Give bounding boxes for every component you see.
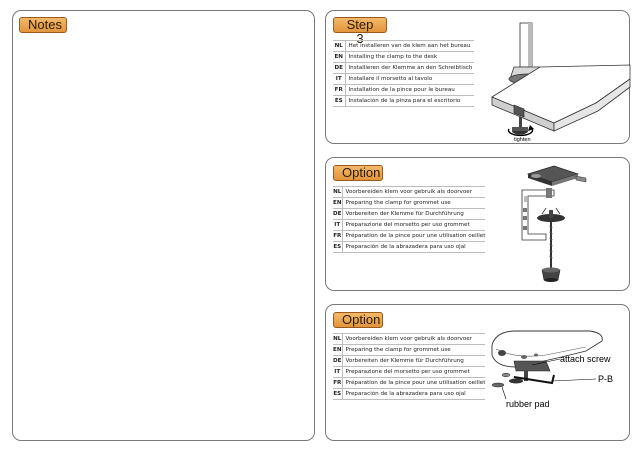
desk-clamp-install-figure	[484, 21, 630, 145]
language-row	[333, 41, 474, 52]
language-row	[333, 231, 485, 242]
language-text: Voorbereiden klem voor gebruik als doorvoer	[342, 187, 485, 198]
language-row	[333, 220, 485, 231]
language-row	[333, 367, 485, 378]
language-text: Preparación de la abrazadera para uso ojal	[342, 242, 485, 253]
option2-title: Option	[333, 312, 383, 328]
language-code: EN	[333, 198, 342, 209]
language-code: ES	[333, 96, 345, 107]
language-code: FR	[333, 231, 342, 242]
pb-label: P-B	[598, 374, 614, 384]
grommet-prep-figure	[516, 162, 626, 290]
option1-panel	[325, 157, 630, 291]
language-row	[333, 345, 485, 356]
rubber-pad-figure	[486, 325, 631, 435]
notes-title: Notes	[19, 17, 67, 33]
step3-language-table	[333, 40, 474, 107]
option2-panel	[325, 304, 630, 441]
language-text: Installare il morsetto al tavolo	[345, 74, 474, 85]
tighten-label: tighten	[514, 137, 531, 143]
language-text: Préparation de la pince pour une utilisation oeillet	[342, 378, 485, 389]
language-row	[333, 198, 485, 209]
rubber-pad-label: rubber pad	[506, 399, 550, 409]
language-text: Het installeren van de klem aan het bureau	[345, 41, 474, 52]
language-row	[333, 389, 485, 400]
language-code: NL	[333, 187, 342, 198]
language-text: Voorbereiden klem voor gebruik als doorvoer	[342, 334, 485, 345]
language-row	[333, 334, 485, 345]
language-code: EN	[333, 345, 342, 356]
language-code: DE	[333, 356, 342, 367]
language-code: NL	[333, 41, 345, 52]
language-text: Vorbereiten der Klemme für Durchführung	[342, 209, 485, 220]
notes-panel	[12, 10, 315, 441]
language-text: Installieren der Klemme an den Schreibtisch	[345, 63, 474, 74]
language-code: IT	[333, 74, 345, 85]
language-text: Preparing the clamp for grommet use	[342, 345, 485, 356]
language-code: DE	[333, 63, 345, 74]
language-code: FR	[333, 378, 342, 389]
attach-screw-label: attach screw	[560, 354, 611, 364]
language-code: IT	[333, 367, 342, 378]
language-code: ES	[333, 242, 342, 253]
language-text: Préparation de la pince pour une utilisation oeillet	[342, 231, 485, 242]
language-code: ES	[333, 389, 342, 400]
option1-title: Option	[333, 165, 383, 181]
language-code: DE	[333, 209, 342, 220]
language-row	[333, 63, 474, 74]
language-row	[333, 209, 485, 220]
language-code: NL	[333, 334, 342, 345]
option2-language-table	[333, 333, 485, 400]
language-text: Preparación de la abrazadera para uso ojal	[342, 389, 485, 400]
language-text: Installing the clamp to the desk	[345, 52, 474, 63]
language-text: Preparazione del morsetto per uso grommet	[342, 220, 485, 231]
language-row	[333, 187, 485, 198]
language-text: Vorbereiten der Klemme für Durchführung	[342, 356, 485, 367]
language-row	[333, 96, 474, 107]
step3-panel	[325, 10, 630, 144]
language-row	[333, 74, 474, 85]
language-text: Instalación de la pinza para el escritorio	[345, 96, 474, 107]
language-text: Preparazione del morsetto per uso grommet	[342, 367, 485, 378]
option1-language-table	[333, 186, 485, 253]
language-row	[333, 52, 474, 63]
language-text: Preparing the clamp for grommet use	[342, 198, 485, 209]
step3-title: Step 3	[333, 17, 387, 33]
language-row	[333, 356, 485, 367]
language-row	[333, 85, 474, 96]
language-code: FR	[333, 85, 345, 96]
language-row	[333, 242, 485, 253]
language-code: IT	[333, 220, 342, 231]
language-text: Installation de la pince pour le bureau	[345, 85, 474, 96]
language-code: EN	[333, 52, 345, 63]
language-row	[333, 378, 485, 389]
